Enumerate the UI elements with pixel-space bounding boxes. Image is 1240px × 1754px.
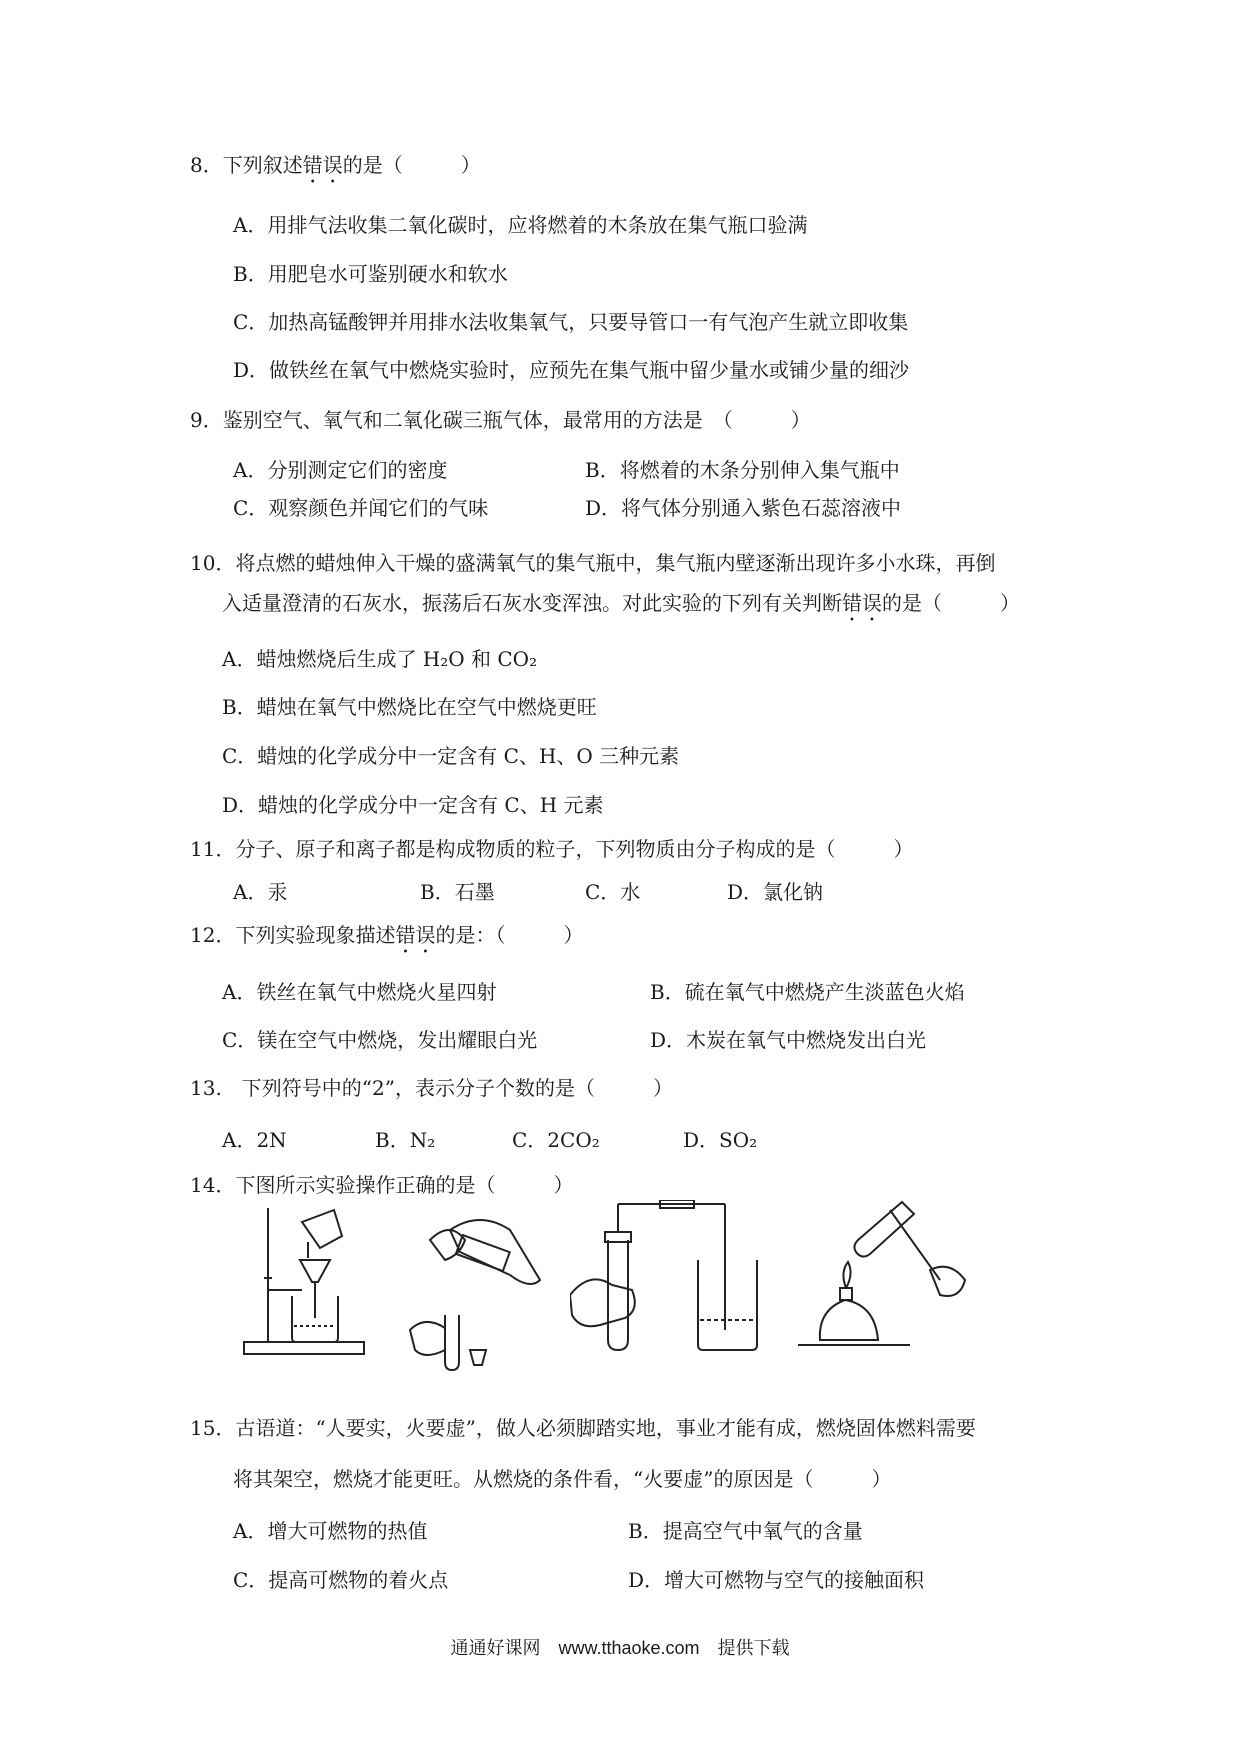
q11-option-b: B．石墨 [420,880,495,904]
q15-option-b: B．提高空气中氧气的含量 [628,1519,863,1543]
q15-stem-line2: 将其架空，燃烧才能更旺。从燃烧的条件看，“火要虚”的原因是（ ） [233,1467,892,1491]
q15-stem-line1: 15．古语道：“人要实，火要虚”，做人必须脚踏实地，事业才能有成，燃烧固体燃料需要 [190,1416,976,1440]
pouring-figure [390,1200,550,1375]
q14-figure-captions-clipped [230,1392,990,1402]
q11-option-a: A．汞 [233,880,288,904]
q11-stem: 11．分子、原子和离子都是构成物质的粒子，下列物质由分子构成的是（ ） [190,837,914,861]
filtration-figure [242,1200,387,1360]
q9-option-d: D．将气体分别通入紫色石蕊溶液中 [585,496,902,520]
q8-option-c: C．加热高锰酸钾并用排水法收集氧气，只要导管口一有气泡产生就立即收集 [233,310,909,334]
q14-stem: 14．下图所示实验操作正确的是（ ） [190,1173,574,1197]
q13-stem: 13. 下列符号中的“2”，表示分子个数的是（ ） [190,1076,673,1100]
q9-option-c: C．观察颜色并闻它们的气味 [233,496,489,520]
q10-option-a: A．蜡烛燃烧后生成了 H₂O 和 CO₂ [222,647,538,671]
q8-stem: 8．下列叙述错误的是（ ） [190,153,481,177]
q9-option-b: B．将燃着的木条分别伸入集气瓶中 [585,458,900,482]
q11-option-d: D．氯化钠 [727,880,824,904]
q13-option-a: A．2N [222,1128,287,1152]
q9-stem: 9．鉴别空气、氧气和二氧化碳三瓶气体，最常用的方法是 （ ） [190,408,811,432]
q10-option-c: C．蜡烛的化学成分中一定含有 C、H、O 三种元素 [222,744,680,768]
q12-stem: 12．下列实验现象描述错误的是：（ ） [190,923,584,947]
q12-option-c: C．镁在空气中燃烧，发出耀眼白光 [222,1028,538,1052]
q15-option-a: A．增大可燃物的热值 [233,1519,428,1543]
q13-option-b: B．N₂ [375,1128,436,1152]
q15-option-d: D．增大可燃物与空气的接触面积 [628,1568,925,1592]
q8-option-a: A．用排气法收集二氧化碳时，应将燃着的木条放在集气瓶口验满 [233,213,808,237]
q13-option-d: D．SO₂ [683,1128,758,1152]
q12-option-b: B．硫在氧气中燃烧产生淡蓝色火焰 [650,980,965,1004]
q14-figures [230,1200,980,1405]
q13-option-c: C．2CO₂ [512,1128,600,1152]
q12-option-d: D．木炭在氧气中燃烧发出白光 [650,1028,927,1052]
q10-option-b: B．蜡烛在氧气中燃烧比在空气中燃烧更旺 [222,695,597,719]
q11-option-c: C．水 [585,880,641,904]
page-footer: 通通好课网 www.tthaoke.com 提供下载 [450,1638,790,1658]
q10-stem-line1: 10．将点燃的蜡烛伸入干燥的盛满氧气的集气瓶中，集气瓶内壁逐渐出现许多小水珠，再倒 [190,551,996,575]
q15-option-c: C．提高可燃物的着火点 [233,1568,449,1592]
heating-figure [790,1200,980,1360]
q9-option-a: A．分别测定它们的密度 [233,458,448,482]
q8-option-b: B．用肥皂水可鉴别硬水和软水 [233,262,508,286]
q8-option-d: D．做铁丝在氧气中燃烧实验时，应预先在集气瓶中留少量水或铺少量的细沙 [233,358,910,382]
q10-stem-line2: 入适量澄清的石灰水，振荡后石灰水变浑浊。对此实验的下列有关判断错误的是（ ） [222,591,1020,615]
q10-option-d: D．蜡烛的化学成分中一定含有 C、H 元素 [222,793,604,817]
airtightness-figure [570,1200,760,1360]
q12-option-a: A．铁丝在氧气中燃烧火星四射 [222,980,497,1004]
